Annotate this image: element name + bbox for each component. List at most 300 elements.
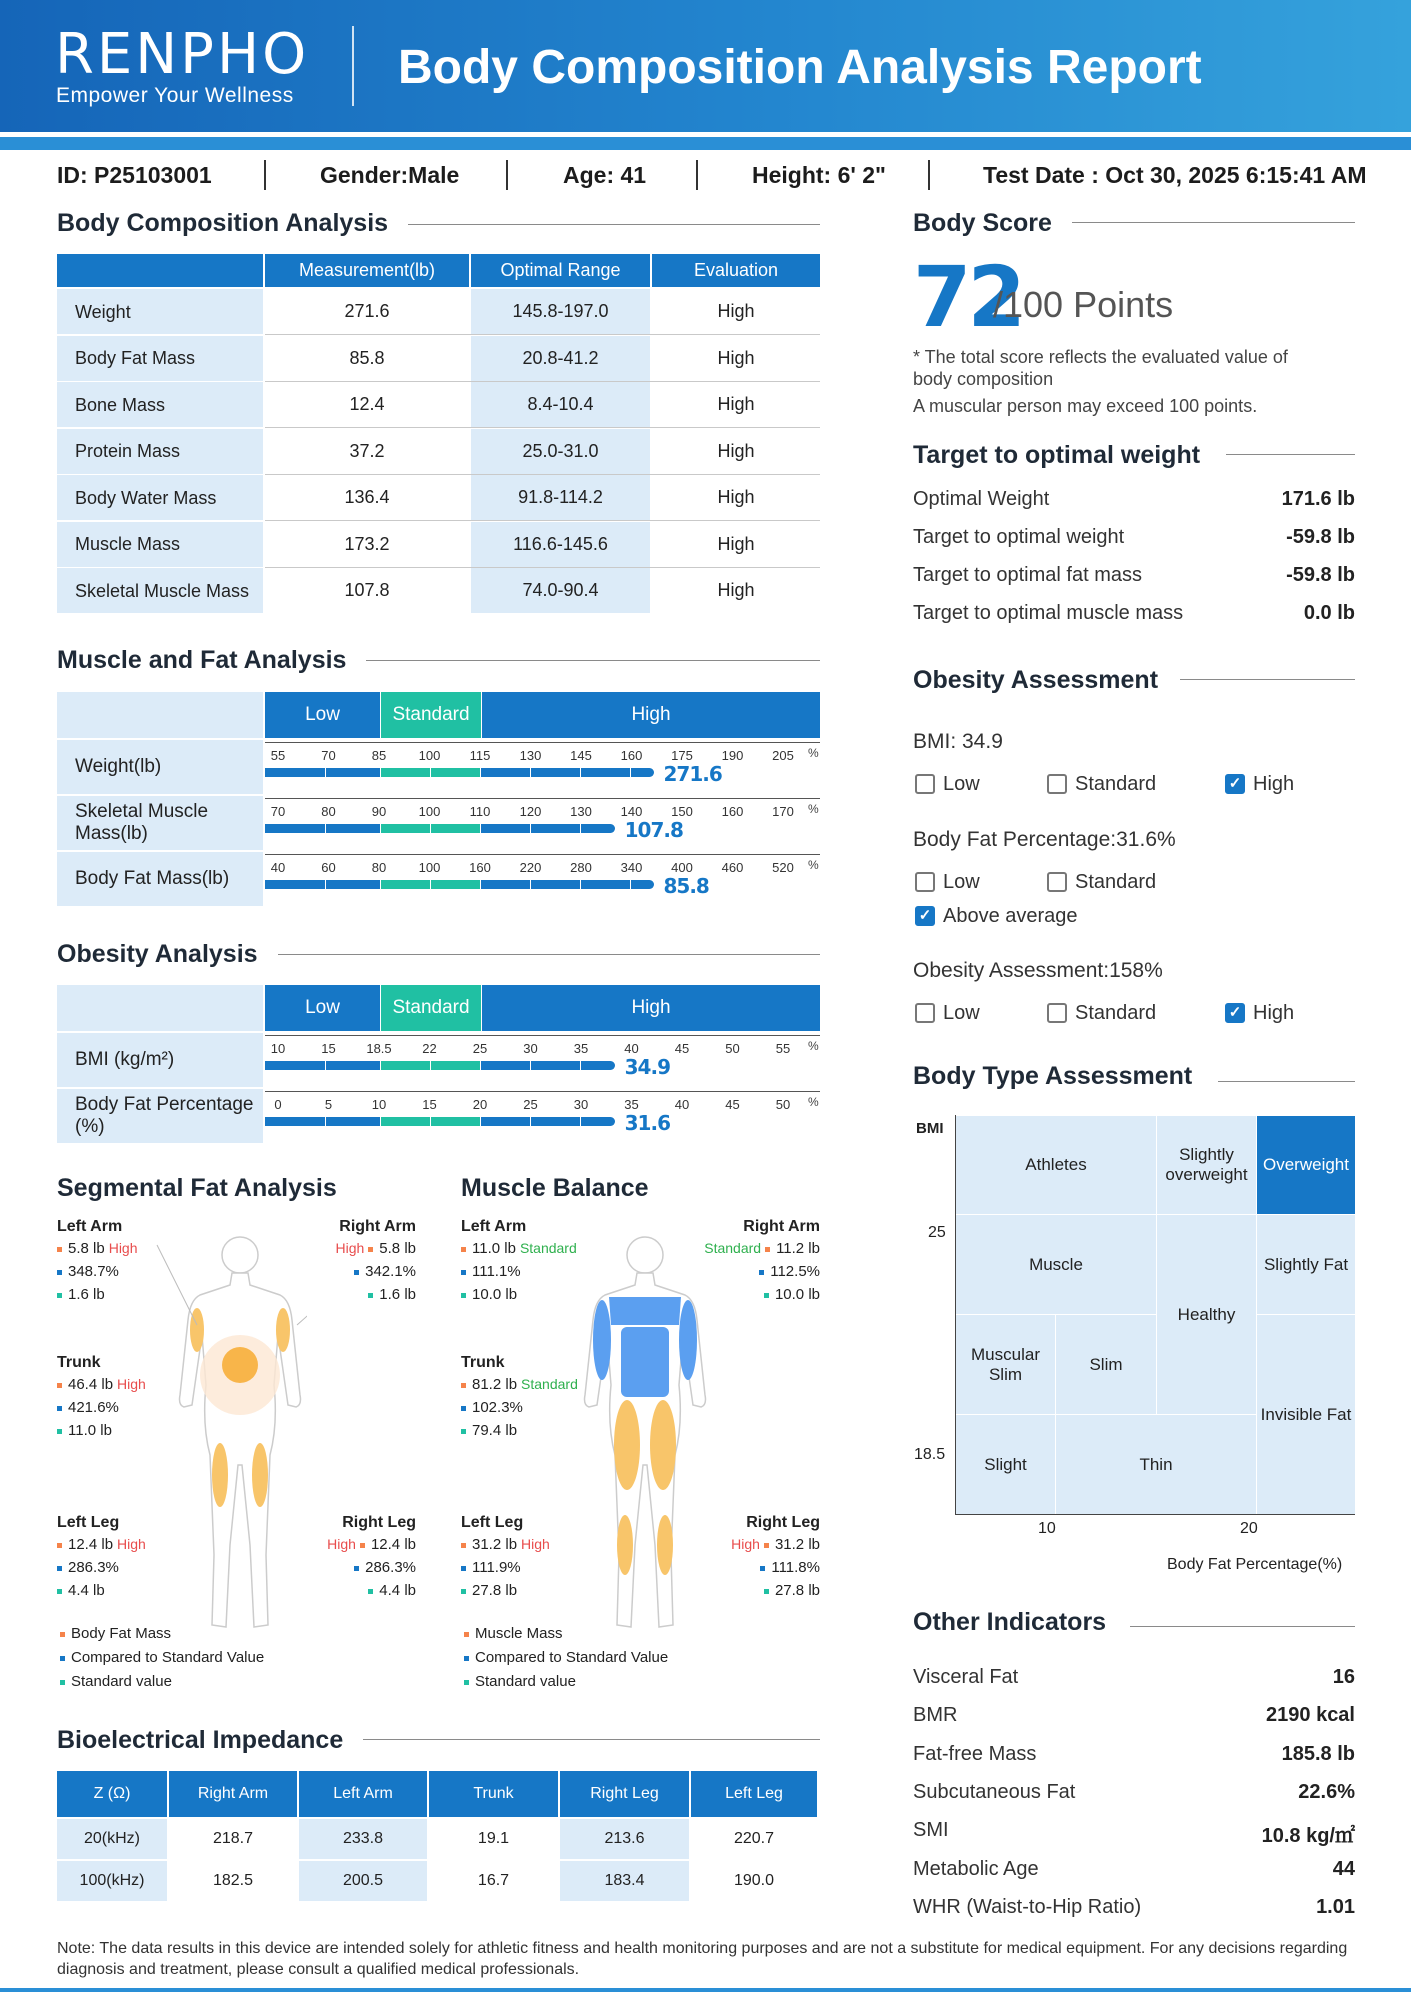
segment-block (57, 1354, 247, 1439)
row-evaluation: High (717, 580, 755, 600)
legend-item (60, 1649, 264, 1666)
table-header-blank (57, 254, 263, 287)
segmental-fat-title: Segmental Fat Analysis (57, 1174, 337, 1202)
bar-fill-standard (381, 880, 481, 889)
bar-fill-standard (381, 1117, 481, 1126)
segment-mass: 5.8 lb (379, 1240, 416, 1257)
impedance-cell: 233.8 (299, 1819, 427, 1859)
segment-name: Right Arm (743, 1218, 820, 1235)
bar-segment-divider (580, 824, 581, 833)
bar-tick-label: 145 (570, 748, 592, 763)
segment-std-row (630, 1286, 820, 1303)
impedance-cell: 218.7 (212, 1830, 254, 1847)
bar-segment-divider (480, 880, 481, 889)
segment-pct-row (461, 1263, 651, 1280)
impedance-cell: 213.6 (560, 1819, 689, 1859)
legend-label: Standard value (71, 1673, 172, 1690)
bar-segment-divider (380, 880, 381, 889)
dot-blue-icon (57, 1566, 62, 1571)
row-evaluation: High (717, 440, 755, 461)
segment-mass: 11.0 lb (472, 1240, 516, 1257)
bar-segment-divider (325, 768, 326, 777)
bar-unit-mark: % (808, 1095, 819, 1109)
segment-mass: 5.8 lb (68, 1240, 105, 1257)
row-range: 25.0-31.0 (471, 429, 650, 474)
bar-axis-line (265, 742, 820, 743)
bfp-standard-checkbox[interactable] (1047, 872, 1067, 892)
row-evaluation: High (717, 394, 755, 414)
bar-axis-line (265, 1091, 820, 1092)
indicator-key: WHR (Waist-to-Hip Ratio) (913, 1895, 1142, 1918)
bar-row-label: Body Fat Percentage (%) (57, 1089, 263, 1143)
bt-thin: Thin (1056, 1415, 1256, 1514)
indicator-key: BMR (913, 1704, 958, 1727)
bfp-above-checkbox[interactable]: ✓ (915, 906, 935, 926)
checkbox-label: Low (943, 1002, 980, 1024)
segment-tag: High (117, 1536, 146, 1552)
bt-overweight: Overweight (1257, 1116, 1355, 1214)
bfp-label: Body Fat Percentage:31.6% (913, 828, 1176, 851)
bt-muscular-slim: Muscular Slim (956, 1315, 1055, 1414)
row-measurement: 85.8 (349, 347, 385, 368)
bar-tick-label: 10 (371, 1097, 387, 1112)
row-range: 74.0-90.4 (471, 568, 650, 613)
dot-green-icon (461, 1589, 466, 1594)
segment-mass-row (57, 1536, 247, 1553)
bar-segment-divider (325, 824, 326, 833)
row-evaluation: High (717, 347, 755, 368)
segment-name: Trunk (57, 1354, 101, 1371)
segment-mass: 12.4 lb (370, 1536, 416, 1553)
bar-tick-label: 130 (519, 748, 542, 763)
band-label-blank (57, 692, 263, 738)
bar-unit-mark: % (808, 858, 819, 872)
bar-tick-label: 35 (624, 1097, 639, 1112)
segment-block (57, 1514, 247, 1599)
section-rule (1180, 679, 1355, 680)
bar-tick-label: 190 (721, 748, 744, 763)
bar-tick-label: 90 (371, 804, 387, 819)
bt-x-tick: 10 (1038, 1520, 1056, 1537)
row-label: Body Water Mass (57, 475, 263, 520)
segment-pct: 112.5% (770, 1263, 820, 1280)
footer-line (0, 1988, 1411, 1992)
impedance-header: Left Leg (691, 1771, 817, 1817)
segment-std-row (461, 1582, 651, 1599)
segment-tag: Standard (704, 1240, 762, 1256)
oa-high-checkbox[interactable]: ✓ (1225, 1003, 1245, 1023)
section-rule (400, 224, 820, 225)
band-low: Low (265, 985, 380, 1031)
segment-name: Right Arm (339, 1218, 416, 1235)
bt-slight: Slight (956, 1415, 1055, 1514)
segment-block (630, 1218, 820, 1303)
bmi-high-checkbox[interactable]: ✓ (1225, 774, 1245, 794)
bar-tick-label: 100 (418, 860, 441, 875)
segment-name: Right Leg (342, 1514, 416, 1531)
section-rule (1218, 1081, 1355, 1082)
impedance-cell: 220.7 (733, 1830, 775, 1847)
bar-tick-label: 25 (523, 1097, 538, 1112)
segment-mass-row (461, 1536, 651, 1553)
impedance-cell: 100(kHz) (57, 1861, 167, 1901)
dot-green-icon (368, 1589, 373, 1594)
dot-orange-icon (461, 1383, 466, 1388)
bar-row-label: Weight(lb) (57, 740, 263, 794)
segment-pct: 111.1% (472, 1263, 521, 1280)
row-label: Skeletal Muscle Mass (57, 568, 263, 613)
section-rule (1072, 222, 1355, 223)
dot-blue-icon (354, 1270, 359, 1275)
checkbox-label: Above average (943, 905, 1078, 927)
bar-segment-divider (430, 1061, 431, 1070)
bt-muscle: Muscle (956, 1215, 1156, 1314)
dot-orange-icon (461, 1247, 466, 1252)
checkbox-label: High (1253, 1002, 1295, 1024)
bar-segment-divider (430, 1117, 431, 1126)
patient-gender: Gender:Male (320, 162, 460, 188)
segment-pct: 286.3% (365, 1559, 416, 1576)
legend-green-icon (60, 1680, 65, 1685)
segment-tag: High (327, 1536, 356, 1552)
dot-blue-icon (461, 1566, 466, 1571)
checkbox-label: Standard (1075, 773, 1157, 795)
legend-blue-icon (60, 1656, 65, 1661)
indicator-value: 1.01 (1316, 1895, 1355, 1918)
segment-tag: Standard (519, 1240, 577, 1256)
info-separator (506, 160, 508, 190)
segment-mass: 46.4 lb (68, 1376, 114, 1393)
checkbox-label: Low (943, 871, 980, 893)
row-evaluation: High (717, 487, 755, 507)
segment-std: 10.0 lb (472, 1286, 518, 1303)
bar-value: 85.8 (663, 874, 709, 898)
info-separator (264, 160, 266, 190)
bar-tick-label: 30 (523, 1041, 538, 1056)
target-value: -59.8 lb (1286, 526, 1355, 548)
target-value: 171.6 lb (1281, 488, 1355, 510)
bar-fill-standard (381, 824, 481, 833)
target-key: Target to optimal fat mass (913, 564, 1142, 586)
indicator-key: Subcutaneous Fat (913, 1780, 1076, 1803)
section-rule (1130, 1626, 1355, 1627)
bar-tick-label: 110 (469, 804, 491, 819)
row-measurement: 136.4 (344, 487, 390, 507)
bar-tick-label: 100 (418, 804, 441, 819)
segment-block (226, 1514, 416, 1599)
dot-blue-icon (57, 1270, 62, 1275)
body-type-title: Body Type Assessment (913, 1062, 1212, 1091)
bar-segment-divider (480, 1061, 481, 1070)
segment-std: 11.0 lb (68, 1422, 112, 1439)
patient-id: ID: P25103001 (57, 162, 212, 188)
bar-tick-label: 0 (274, 1097, 282, 1112)
row-evaluation: High (717, 533, 755, 554)
bar-row-label: BMI (kg/m²) (57, 1033, 263, 1087)
dot-blue-icon (760, 1566, 765, 1571)
impedance-header: Right Arm (169, 1771, 297, 1817)
indicator-value: 2190 kcal (1266, 1704, 1355, 1727)
section-rule (362, 1739, 820, 1740)
bfp-low-checkbox[interactable] (915, 872, 935, 892)
bar-tick-label: 35 (573, 1041, 589, 1056)
bar-segment-divider (530, 824, 531, 833)
segment-mass: 31.2 lb (472, 1536, 518, 1553)
bar-segment-divider (325, 1061, 326, 1070)
segment-std-row (461, 1422, 651, 1439)
row-measurement: 12.4 (349, 394, 385, 414)
obesity-title: Obesity Analysis (57, 940, 278, 969)
report-title: Body Composition Analysis Report (398, 41, 1202, 94)
segment-mass-row (57, 1240, 247, 1257)
indicator-value: 16 (1332, 1666, 1355, 1688)
bar-tick-label: 40 (270, 860, 286, 875)
segment-pct: 102.3% (472, 1399, 523, 1416)
legend-green-icon (464, 1680, 469, 1685)
row-label: Protein Mass (57, 429, 263, 474)
band-standard: Standard (381, 985, 481, 1031)
bar-tick-label: 55 (270, 748, 286, 763)
bar-tick-label: 170 (772, 804, 794, 819)
impedance-header: Z (Ω) (57, 1771, 167, 1817)
impedance-header: Trunk (429, 1771, 558, 1817)
impedance-header: Left Arm (299, 1771, 427, 1817)
bar-segment-divider (530, 1117, 531, 1126)
bar-tick-label: 70 (270, 804, 286, 819)
segment-pct-row (630, 1263, 820, 1280)
dot-green-icon (764, 1589, 769, 1594)
row-range: 8.4-10.4 (471, 382, 650, 427)
bar-axis-line (265, 854, 820, 855)
bar-unit-mark: % (808, 802, 819, 816)
segment-name: Right Leg (746, 1514, 820, 1531)
checkbox-label: High (1253, 773, 1295, 795)
bar-segment-divider (530, 1061, 531, 1070)
dot-blue-icon (461, 1270, 466, 1275)
bar-fill-standard (381, 1061, 481, 1070)
segment-tag: High (335, 1240, 365, 1256)
dot-blue-icon (759, 1270, 764, 1275)
bar-value: 34.9 (624, 1055, 670, 1079)
bar-segment-divider (380, 1061, 381, 1070)
bt-healthy: Healthy (1157, 1215, 1256, 1414)
section-rule (276, 954, 820, 955)
bar-tick-label: 50 (725, 1041, 740, 1056)
bar-value: 31.6 (624, 1111, 670, 1135)
checkbox-label: Low (943, 773, 980, 795)
row-range: 145.8-197.0 (471, 289, 650, 334)
brand-logo: RENPHO (55, 22, 310, 87)
segment-pct: 111.8% (771, 1559, 820, 1576)
row-evaluation: High (717, 301, 755, 321)
segment-block (461, 1218, 651, 1303)
bar-tick-label: 60 (321, 860, 336, 875)
segment-mass-row (226, 1536, 416, 1553)
bar-segment-divider (380, 824, 381, 833)
segment-block (461, 1514, 651, 1599)
patient-height: Height: 6' 2" (752, 162, 886, 188)
indicator-value: 22.6% (1298, 1780, 1355, 1803)
bt-invisible-fat: Invisible Fat (1257, 1315, 1355, 1514)
segment-pct-row (57, 1263, 247, 1280)
segment-name: Left Arm (57, 1218, 123, 1235)
legend-blue-icon (464, 1656, 469, 1661)
info-separator (928, 160, 930, 190)
segment-block (461, 1354, 651, 1439)
target-value: -59.8 lb (1286, 564, 1355, 586)
oa-low-checkbox[interactable] (915, 1003, 935, 1023)
bt-y-tick: 25 (928, 1224, 946, 1241)
bar-row-label: Body Fat Mass(lb) (57, 852, 263, 906)
row-range: 20.8-41.2 (471, 336, 650, 381)
bar-tick-label: 40 (674, 1097, 690, 1112)
dot-orange-icon (57, 1383, 62, 1388)
bar-segment-divider (480, 768, 481, 777)
bar-segment-divider (630, 880, 631, 889)
bar-tick-label: 45 (674, 1041, 690, 1056)
segment-pct: 286.3% (68, 1559, 119, 1576)
impedance-cell: 190.0 (733, 1872, 775, 1889)
segment-pct: 348.7% (68, 1263, 119, 1280)
segment-pct: 421.6% (68, 1399, 119, 1416)
segment-std: 27.8 lb (472, 1582, 518, 1599)
dot-orange-icon (360, 1543, 365, 1548)
table-header: Optimal Range (471, 254, 650, 287)
legend-item (464, 1649, 668, 1666)
segment-mass-row (57, 1376, 247, 1393)
band-high: High (482, 985, 820, 1031)
segment-block (57, 1218, 247, 1303)
impedance-cell: 182.5 (212, 1872, 254, 1889)
legend-label: Compared to Standard Value (475, 1649, 669, 1666)
row-measurement: 271.6 (344, 301, 390, 321)
indicator-value: 44 (1332, 1857, 1355, 1880)
segment-mass: 11.2 lb (776, 1240, 820, 1257)
bar-row-label: Skeletal Muscle Mass(lb) (57, 796, 263, 850)
bar-tick-label: 160 (469, 860, 491, 875)
segment-tag: High (117, 1376, 146, 1392)
bar-axis-line (265, 1035, 820, 1036)
muscle-fat-title: Muscle and Fat Analysis (57, 646, 366, 675)
bar-tick-label: 120 (519, 804, 542, 819)
bar-tick-label: 115 (469, 748, 491, 763)
other-title: Other Indicators (913, 1608, 1126, 1637)
segment-std-row (630, 1582, 820, 1599)
score-note: body composition (913, 369, 1054, 389)
segment-mass-row (226, 1240, 416, 1257)
bar-tick-label: 340 (620, 860, 643, 875)
bar-tick-label: 100 (418, 748, 441, 763)
impedance-cell: 19.1 (477, 1830, 510, 1847)
bar-tick-label: 150 (671, 804, 693, 819)
segment-mass-row (630, 1240, 820, 1257)
segment-name: Left Leg (57, 1514, 120, 1531)
oa-standard-checkbox[interactable] (1047, 1003, 1067, 1023)
bar-tick-label: 205 (772, 748, 794, 763)
bar-tick-label: 20 (472, 1097, 488, 1112)
bar-tick-label: 70 (321, 748, 336, 763)
bar-tick-label: 18.5 (366, 1041, 392, 1056)
impedance-header: Right Leg (560, 1771, 689, 1817)
patient-age: Age: 41 (563, 162, 647, 188)
dot-green-icon (764, 1293, 769, 1298)
muscle-balance-title: Muscle Balance (461, 1174, 649, 1202)
segment-name: Left Leg (461, 1514, 524, 1531)
bmi-low-checkbox[interactable] (915, 774, 935, 794)
impedance-cell: 183.4 (560, 1861, 689, 1901)
score-note: A muscular person may exceed 100 points. (913, 396, 1258, 416)
bmi-standard-checkbox[interactable] (1047, 774, 1067, 794)
band-standard: Standard (381, 692, 481, 738)
bar-segment-divider (325, 1117, 326, 1126)
bar-segment-divider (530, 880, 531, 889)
bar-tick-label: 160 (620, 748, 643, 763)
legend-item (60, 1625, 171, 1642)
dot-orange-icon (765, 1247, 770, 1252)
bar-tick-label: 15 (422, 1097, 437, 1112)
indicator-key: Visceral Fat (913, 1666, 1019, 1688)
segment-mass-row (461, 1376, 651, 1393)
dot-blue-icon (354, 1566, 359, 1571)
bar-unit-mark: % (808, 1039, 819, 1053)
header-divider (352, 26, 354, 106)
segment-tag: Standard (521, 1376, 578, 1392)
row-measurement: 107.8 (344, 580, 390, 600)
bar-tick-label: 85 (371, 748, 387, 763)
segment-std-row (57, 1422, 247, 1439)
band-low: Low (265, 692, 380, 738)
indicator-value: 185.8 lb (1281, 1742, 1355, 1765)
oa-label: Obesity Assessment:158% (913, 959, 1163, 982)
bar-segment-divider (580, 1117, 581, 1126)
legend-label: Standard value (475, 1673, 576, 1690)
table-header: Measurement(lb) (265, 254, 469, 287)
segment-std-row (226, 1286, 416, 1303)
segment-name: Trunk (461, 1354, 505, 1371)
target-key: Target to optimal muscle mass (913, 602, 1184, 624)
dot-orange-icon (461, 1543, 466, 1548)
bar-segment-divider (380, 1117, 381, 1126)
bar-segment-divider (325, 880, 326, 889)
segment-pct-row (461, 1399, 651, 1416)
bt-x-label: Body Fat Percentage(%) (1167, 1556, 1343, 1573)
bar-value: 107.8 (624, 818, 683, 842)
legend-orange-icon (464, 1632, 469, 1637)
legend-item (464, 1673, 576, 1690)
bar-segment-divider (480, 1117, 481, 1126)
impedance-cell: 20(kHz) (57, 1819, 167, 1859)
header-underline (0, 137, 1411, 150)
bar-tick-label: 175 (671, 748, 693, 763)
target-key: Target to optimal weight (913, 526, 1125, 548)
segment-tag: High (731, 1536, 760, 1552)
legend-label: Body Fat Mass (71, 1625, 172, 1642)
segment-pct: 111.9% (472, 1559, 521, 1576)
segment-name: Left Arm (461, 1218, 527, 1235)
segment-pct-row (57, 1559, 247, 1576)
row-label: Weight (57, 289, 263, 334)
test-date: Test Date : Oct 30, 2025 6:15:41 AM (983, 162, 1367, 188)
segment-pct-row (461, 1559, 651, 1576)
bar-segment-divider (630, 768, 631, 777)
indicator-key: SMI (913, 1819, 949, 1842)
segment-std: 27.8 lb (774, 1582, 820, 1599)
dot-green-icon (57, 1293, 62, 1298)
segment-mass: 31.2 lb (774, 1536, 820, 1553)
bar-segment-divider (480, 824, 481, 833)
section-rule (1226, 454, 1355, 455)
section-rule (360, 660, 820, 661)
